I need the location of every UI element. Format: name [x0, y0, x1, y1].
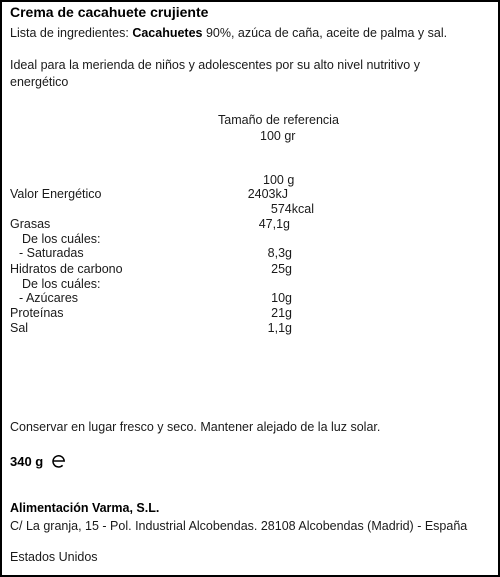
reference-size-label: Tamaño de referencia	[218, 113, 339, 127]
ingredients-rest: 90%, azúca de caña, aceite de palma y sal.	[202, 26, 448, 40]
nutrition-row-label: Sal	[10, 321, 29, 335]
nutrition-row-value: 8,3g	[267, 246, 292, 260]
ideal-text-line-1: Ideal para la merienda de niños y adolescentes por su alto nivel nutritivo y	[10, 58, 420, 72]
nutrition-row-label: Valor Energético	[10, 187, 102, 201]
ingredients-main: Cacahuetes	[132, 26, 203, 40]
manufacturer-address: C/ La granja, 15 - Pol. Industrial Alcobendas. 28108 Alcobendas (Madrid) - España	[10, 519, 468, 533]
nutrition-row-label: - Azúcares	[19, 291, 79, 305]
storage-instructions: Conservar en lugar fresco y seco. Mantener alejado de la luz solar.	[10, 420, 381, 434]
manufacturer-name: Alimentación Varma, S.L.	[10, 501, 160, 515]
nutrition-row-label: Proteínas	[10, 306, 64, 320]
nutrition-row-label: De los cuáles:	[22, 277, 101, 291]
estimated-sign-icon	[50, 452, 68, 470]
net-weight: 340 g	[10, 454, 44, 469]
nutrition-row-label: Grasas	[10, 217, 51, 231]
nutrition-row-value: 1,1g	[267, 321, 292, 335]
nutrition-row-label: De los cuáles:	[22, 232, 101, 246]
nutrition-row-value: 574kcal	[270, 202, 314, 216]
nutrition-column-header: 100 g	[263, 173, 295, 187]
ingredients-list	[10, 26, 447, 40]
ideal-text-line-2: energético	[10, 75, 69, 89]
nutrition-row-label: - Saturadas	[19, 246, 84, 260]
reference-size-value: 100 gr	[260, 129, 296, 143]
product-title: Crema de cacahuete crujiente	[10, 4, 209, 20]
nutrition-row-value: 25g	[271, 262, 292, 276]
origin-country: Estados Unidos	[10, 550, 98, 564]
ingredients-prefix: Lista de ingredientes:	[10, 26, 133, 40]
nutrition-row-value: 10g	[271, 291, 292, 305]
nutrition-row-value: 2403kJ	[247, 187, 288, 201]
nutrition-row-label: Hidratos de carbono	[10, 262, 123, 276]
nutrition-row-value: 21g	[271, 306, 292, 320]
nutrition-row-value: 47,1g	[258, 217, 290, 231]
